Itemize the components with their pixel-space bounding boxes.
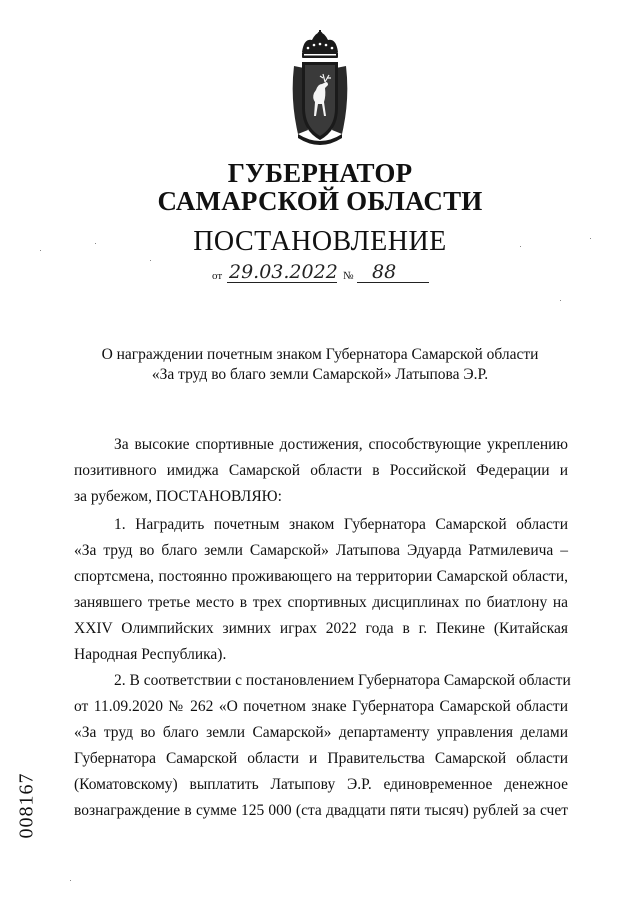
body-line: вознаграждение в сумме 125 000 (ста двадцати пяти тысяч) рублей за счет xyxy=(74,802,568,819)
scan-speck xyxy=(590,238,591,239)
body-line: XXIV Олимпийских зимних играх 2022 года в г. Пекине (Китайская xyxy=(74,620,568,637)
scan-speck xyxy=(520,246,521,247)
scan-speck xyxy=(560,300,561,301)
date-underline xyxy=(227,282,337,283)
body-line: занявшего третье место в трех спортивных дисциплинах по биатлону на xyxy=(74,594,568,611)
body-line: 2. В соответствии с постановлением Губернатора Самарской области xyxy=(114,672,571,689)
number-label: № xyxy=(343,270,354,282)
body-line: Народная Республика). xyxy=(74,646,227,663)
body-line: позитивного имиджа Самарской области в Российской Федерации и xyxy=(74,462,568,479)
body-line: 1. Наградить почетным знаком Губернатора Самарской области xyxy=(114,516,568,533)
samara-coat-of-arms-emblem xyxy=(288,30,352,148)
body-line: (Коматовскому) выплатить Латыпову Э.Р. единовременное денежное xyxy=(74,776,568,793)
governor-title-line1: ГУБЕРНАТОР xyxy=(227,158,413,188)
side-serial-number-text: 008167 xyxy=(15,772,38,838)
body-line: спортсмена, постоянно проживающего на территории Самарской области, xyxy=(74,568,568,585)
scan-speck xyxy=(150,260,151,261)
body-line: «За труд во благо земли Самарской» департаменту управления делами xyxy=(74,724,568,741)
body-line: Губернатора Самарской области и Правительства Самарской области xyxy=(74,750,568,767)
subject-line-1: О награждении почетным знаком Губернатора Самарской области xyxy=(101,346,539,363)
body-paragraph-3 xyxy=(74,668,571,824)
number-underline xyxy=(357,282,429,283)
document-type-heading: ПОСТАНОВЛЕНИЕ xyxy=(193,226,447,257)
body-paragraph-2 xyxy=(74,512,568,668)
governor-title-line2: САМАРСКОЙ ОБЛАСТИ xyxy=(157,186,483,216)
scan-speck xyxy=(95,243,96,244)
scan-speck xyxy=(70,880,71,881)
date-from-label: от xyxy=(212,270,223,282)
subject-line-2: «За труд во благо земли Самарской» Латыпова Э.Р. xyxy=(151,366,489,383)
body-line: За высокие спортивные достижения, способствующие укреплению xyxy=(114,436,568,453)
scan-speck xyxy=(40,250,41,251)
handwritten-date: 29.03.2022 xyxy=(229,261,338,283)
side-serial-number xyxy=(10,760,44,850)
body-line: от 11.09.2020 № 262 «О почетном знаке Губернатора Самарской области xyxy=(74,698,568,715)
handwritten-number: 88 xyxy=(372,261,397,283)
body-paragraph-1 xyxy=(74,432,568,510)
body-line: за рубежом, ПОСТАНОВЛЯЮ: xyxy=(74,488,282,505)
body-line: «За труд во благо земли Самарской» Латыпова Эдуарда Ратмилевича – xyxy=(74,542,568,559)
date-number-line xyxy=(212,263,432,285)
